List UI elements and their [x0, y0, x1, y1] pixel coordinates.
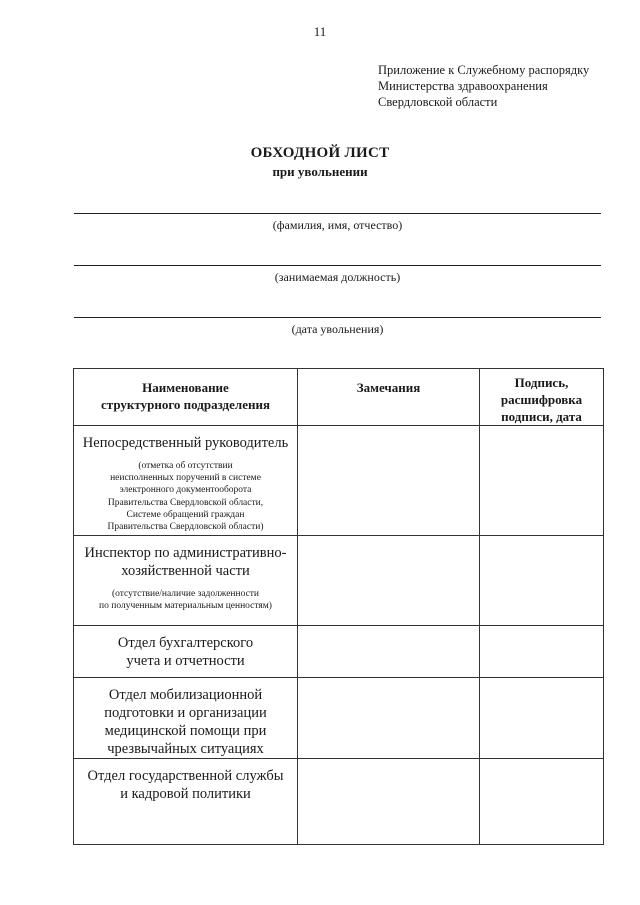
- unit-name: [74, 536, 297, 580]
- unit-note-line: (отметка об отсутствии: [138, 461, 233, 471]
- position-fill-line[interactable]: [74, 265, 601, 266]
- unit-name-line: и кадровой политики: [120, 786, 251, 802]
- unit-name-line: Отдел государственной службы: [87, 768, 284, 784]
- table-row: [74, 678, 604, 759]
- unit-cell: [74, 626, 298, 678]
- position-caption: (занимаемая должность): [274, 270, 401, 284]
- table-row: [74, 759, 604, 845]
- unit-name: [74, 426, 297, 452]
- remarks-cell[interactable]: [298, 536, 480, 626]
- date-caption: (дата увольнения): [291, 322, 384, 336]
- unit-name-line: хозяйственной части: [121, 563, 250, 579]
- header-text: структурного подразделения: [101, 397, 270, 412]
- appendix-line: Министерства здравоохранения: [378, 79, 548, 93]
- unit-note: [74, 588, 297, 612]
- header-text: Наименование: [142, 380, 229, 395]
- unit-note-line: Системе обращений граждан: [126, 509, 245, 520]
- unit-name-line: чрезвычайных ситуациях: [107, 741, 264, 757]
- clearance-table: [73, 368, 604, 845]
- signature-cell[interactable]: [480, 678, 604, 759]
- fio-fill-line[interactable]: [74, 213, 601, 214]
- header-remarks: [298, 369, 480, 426]
- unit-name-line: Инспектор по административно-: [84, 545, 287, 561]
- fio-caption: (фамилия, имя, отчество): [272, 218, 403, 232]
- table-row: [74, 626, 604, 678]
- page-number: 11: [313, 24, 327, 39]
- signature-cell[interactable]: [480, 536, 604, 626]
- unit-note-line: (отсутствие/наличие задолженности: [111, 589, 260, 599]
- header-text: подписи, дата: [501, 409, 582, 424]
- unit-cell: [74, 678, 298, 759]
- unit-name-line: медицинской помощи при: [104, 723, 267, 739]
- signature-cell[interactable]: [480, 426, 604, 536]
- unit-cell: [74, 536, 298, 626]
- unit-cell: [74, 426, 298, 536]
- table-row: [74, 426, 604, 536]
- header-unit: [74, 369, 298, 426]
- header-text: расшифровка: [500, 392, 583, 407]
- remarks-cell[interactable]: [298, 678, 480, 759]
- header-text: Замечания: [356, 380, 421, 395]
- unit-note-line: электронного документооборота: [119, 485, 252, 496]
- unit-name: [74, 626, 297, 670]
- document-title: ОБХОДНОЙ ЛИСТ: [250, 145, 390, 161]
- signature-cell[interactable]: [480, 626, 604, 678]
- appendix-line: Приложение к Служебному распорядку: [378, 63, 590, 77]
- unit-cell: [74, 759, 298, 845]
- appendix-header: [378, 62, 589, 110]
- unit-name-line: Непосредственный руководитель: [82, 435, 289, 451]
- table-header-row: [74, 369, 604, 426]
- unit-note: [74, 460, 297, 533]
- unit-note-line: Правительства Свердловской области): [107, 522, 264, 533]
- unit-name-line: Отдел бухгалтерского: [117, 635, 254, 651]
- unit-note-line: неисполненных поручений в системе: [110, 473, 261, 484]
- header-signature: [480, 369, 604, 426]
- appendix-line: Свердловской области: [378, 95, 498, 109]
- unit-name: [74, 678, 297, 758]
- unit-name-line: подготовки и организации: [104, 705, 267, 721]
- unit-name-line: Отдел мобилизационной: [108, 687, 263, 703]
- table-row: [74, 536, 604, 626]
- document-subtitle: при увольнении: [272, 164, 368, 179]
- date-fill-line[interactable]: [74, 317, 601, 318]
- remarks-cell[interactable]: [298, 626, 480, 678]
- unit-name: [74, 759, 297, 803]
- remarks-cell[interactable]: [298, 759, 480, 845]
- signature-cell[interactable]: [480, 759, 604, 845]
- unit-note-line: Правительства Свердловской области,: [107, 497, 264, 508]
- unit-note-line: по полученным материальным ценностям): [99, 601, 272, 612]
- unit-name-line: учета и отчетности: [126, 653, 245, 669]
- remarks-cell[interactable]: [298, 426, 480, 536]
- header-text: Подпись,: [514, 375, 569, 390]
